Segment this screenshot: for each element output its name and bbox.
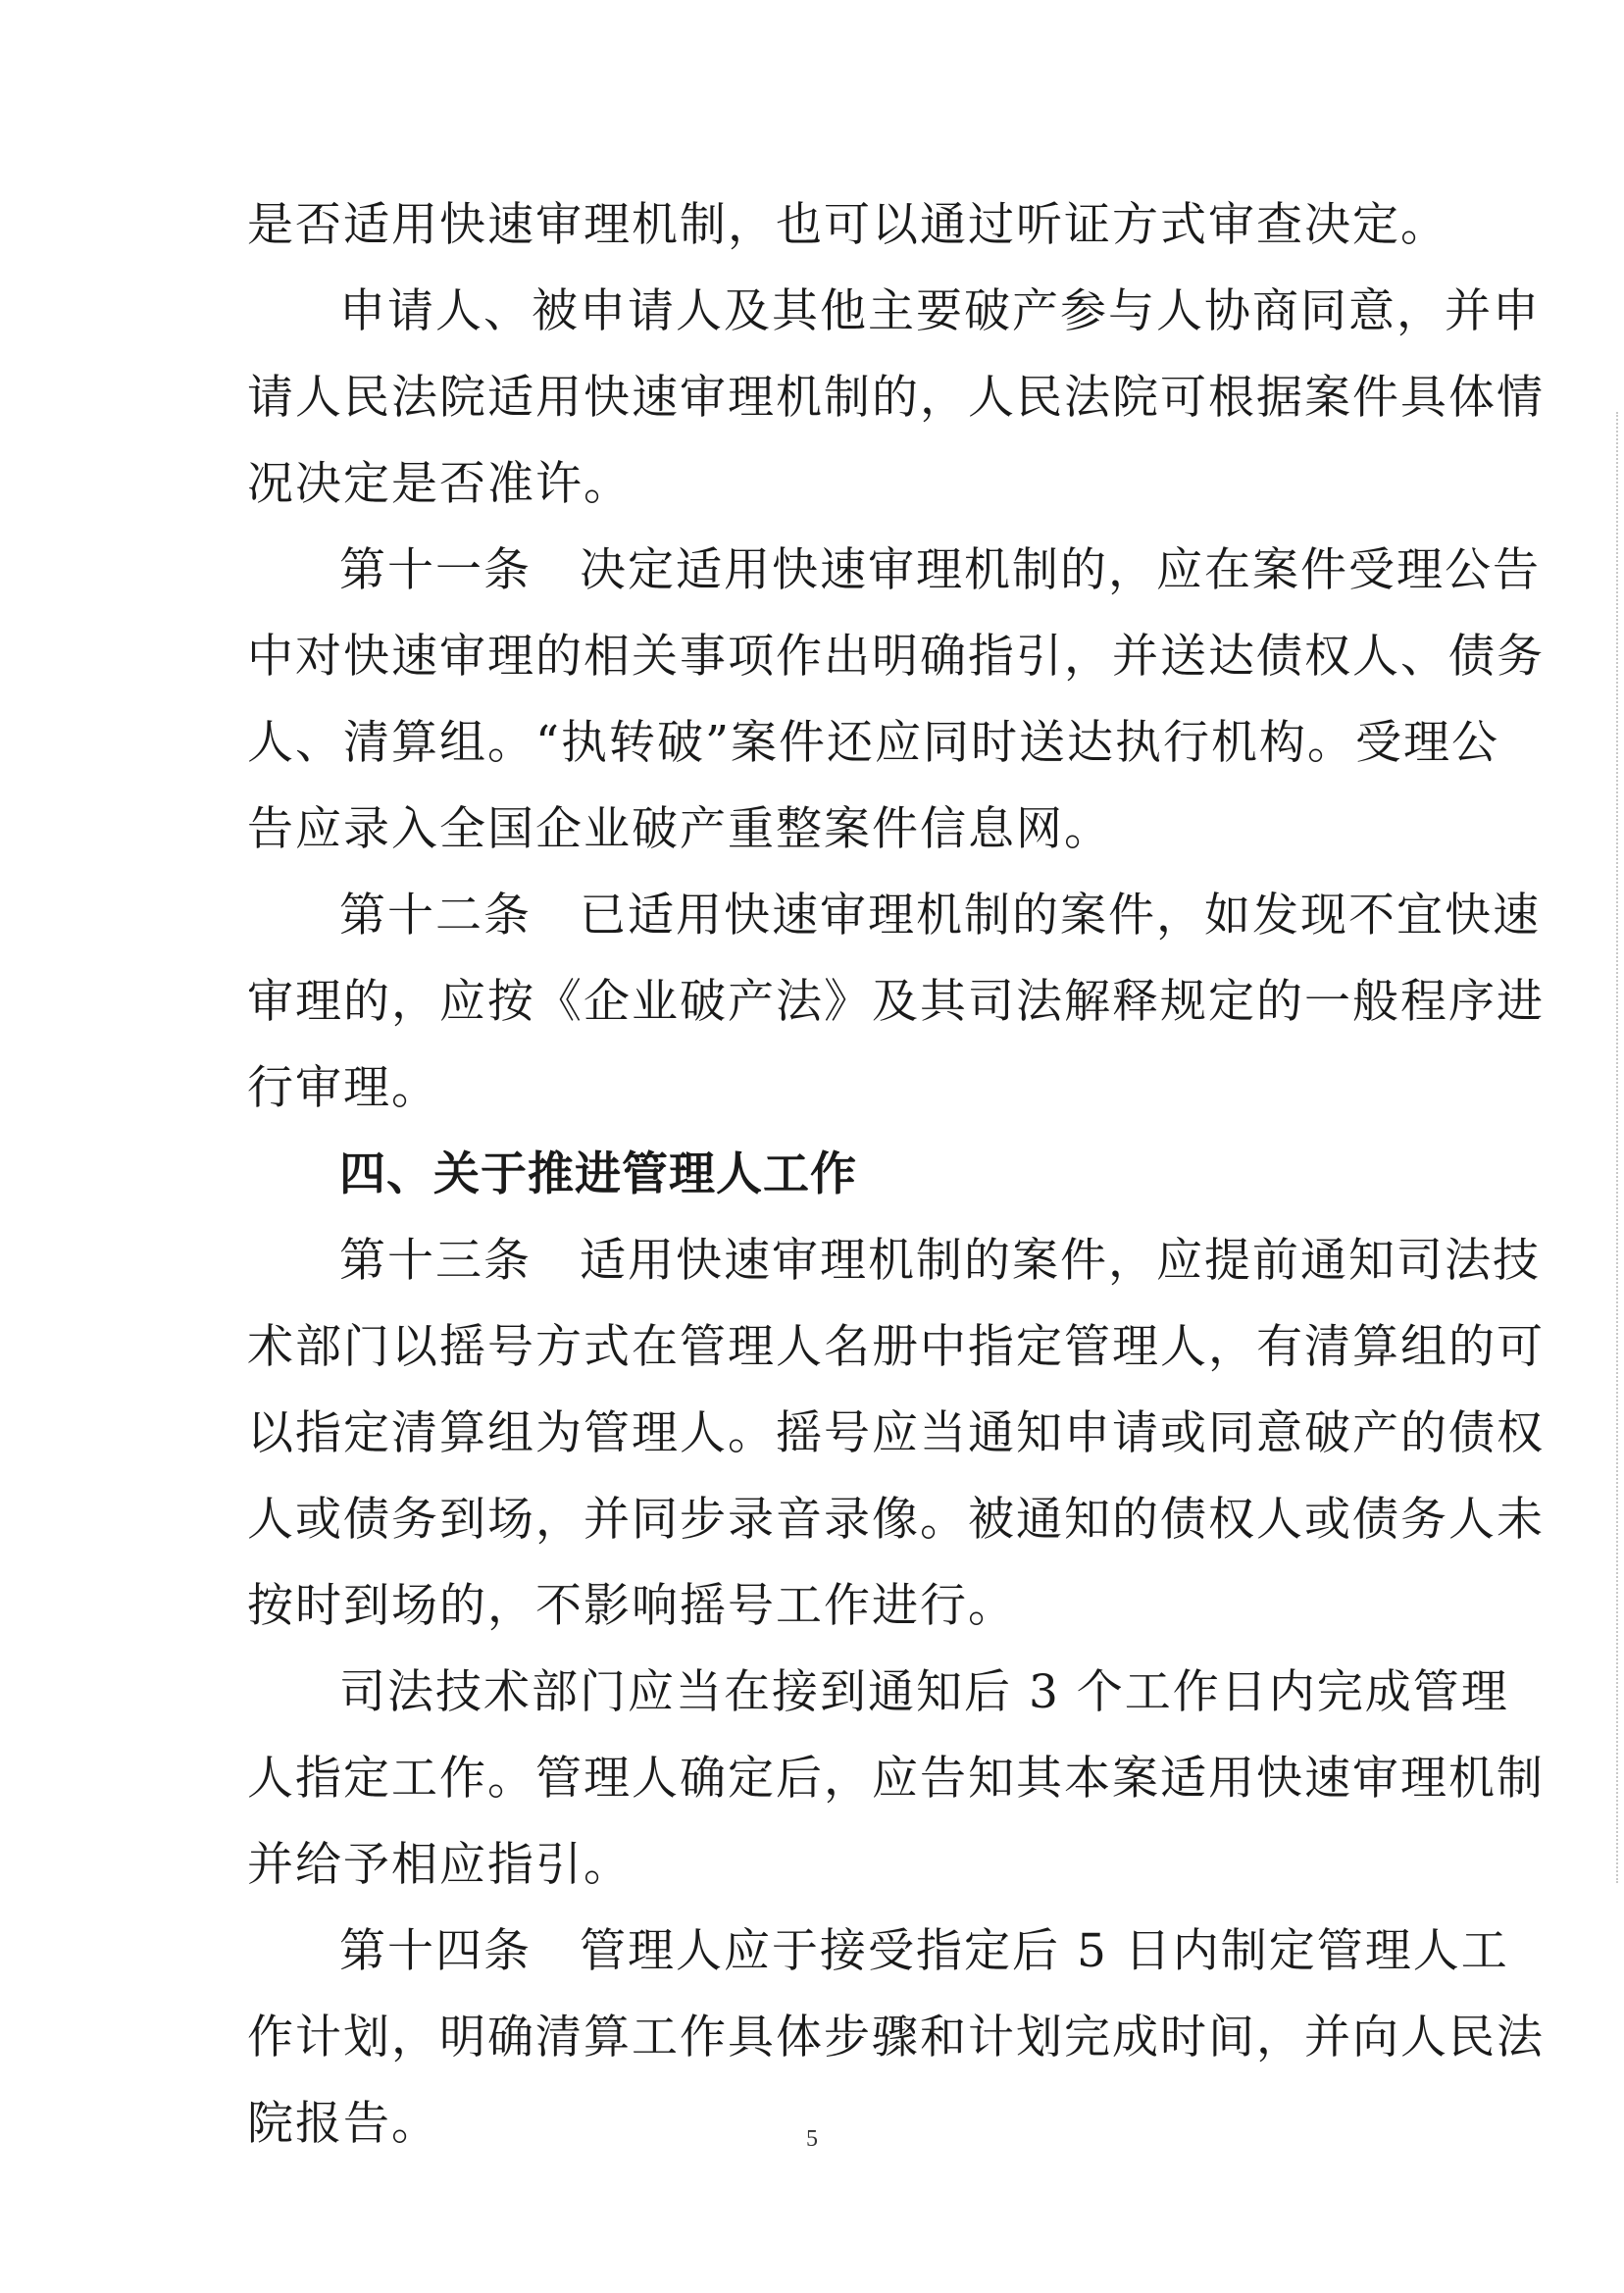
text-line: 第十二条 已适用快速审理机制的案件，如发现不宜快速 — [339, 889, 1541, 943]
text-line: 人指定工作。管理人确定后，应告知其本案适用快速审理机制 — [247, 1752, 1545, 1806]
page-number: 5 — [806, 2126, 818, 2152]
text-line: 请人民法院适用快速审理机制的，人民法院可根据案件具体情 — [247, 371, 1545, 425]
text-line: 司法技术部门应当在接到通知后 3 个工作日内完成管理 — [339, 1665, 1509, 1719]
text-line: 告应录入全国企业破产重整案件信息网。 — [247, 802, 1112, 856]
text-line: 人、清算组。“执转破”案件还应同时送达执行机构。受理公 — [247, 716, 1500, 770]
text-line: 以指定清算组为管理人。摇号应当通知申请或同意破产的债权 — [247, 1406, 1545, 1460]
text-line: 申请人、被申请人及其他主要破产参与人协商同意，并申 — [339, 284, 1541, 338]
text-line: 况决定是否准许。 — [247, 457, 632, 511]
text-line: 人或债务到场，并同步录音录像。被通知的债权人或债务人未 — [247, 1493, 1545, 1547]
scan-edge-marks — [1612, 412, 1618, 1883]
section-heading: 四、关于推进管理人工作 — [339, 1147, 857, 1201]
text-line: 并给予相应指引。 — [247, 1838, 632, 1892]
text-line: 审理的，应按《企业破产法》及其司法解释规定的一般程序进 — [247, 975, 1545, 1029]
text-line: 第十一条 决定适用快速审理机制的，应在案件受理公告 — [339, 543, 1541, 597]
text-line: 按时到场的，不影响摇号工作进行。 — [247, 1579, 1016, 1633]
text-line: 第十三条 适用快速审理机制的案件，应提前通知司法技 — [339, 1234, 1541, 1288]
text-line: 院报告。 — [247, 2097, 439, 2151]
text-line: 中对快速审理的相关事项作出明确指引，并送达债权人、债务 — [247, 630, 1545, 684]
text-line: 术部门以摇号方式在管理人名册中指定管理人，有清算组的可 — [247, 1320, 1545, 1374]
text-line: 第十四条 管理人应于接受指定后 5 日内制定管理人工 — [339, 1924, 1509, 1978]
text-line: 作计划，明确清算工作具体步骤和计划完成时间，并向人民法 — [247, 2011, 1545, 2064]
text-line: 是否适用快速审理机制，也可以通过听证方式审查决定。 — [247, 198, 1448, 252]
text-line: 行审理。 — [247, 1061, 439, 1115]
document-body — [247, 182, 1545, 2167]
